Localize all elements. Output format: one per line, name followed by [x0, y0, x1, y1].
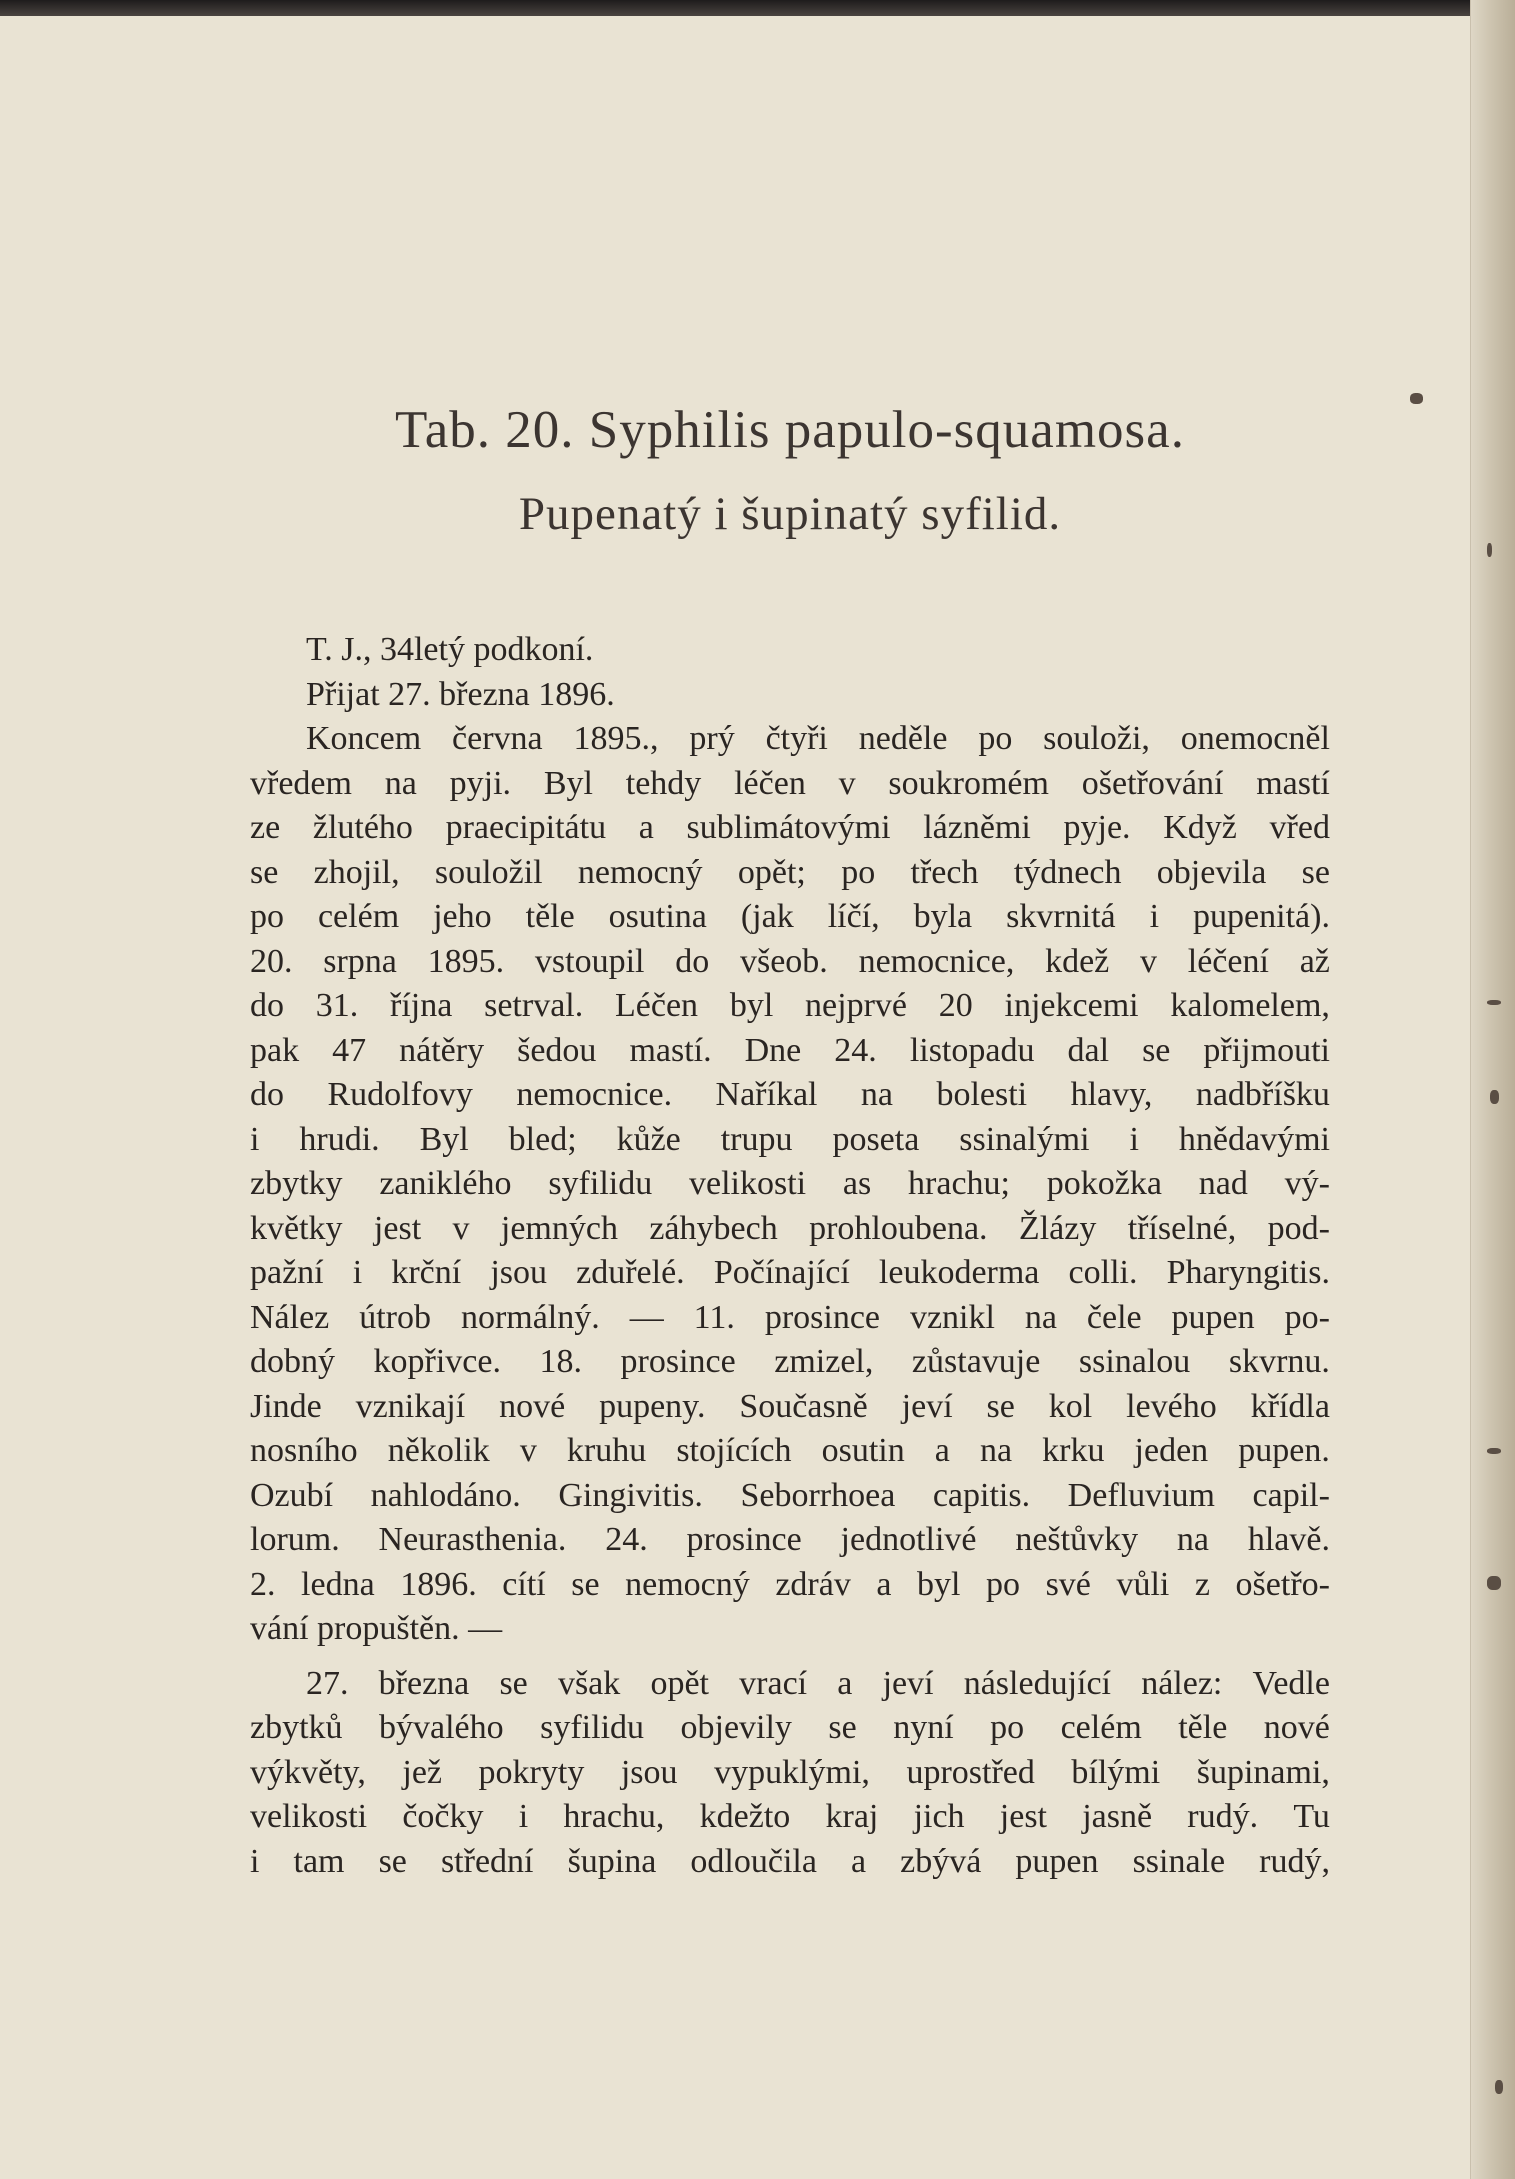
word: velikosti — [250, 1798, 368, 1835]
word: rudý, — [1259, 1842, 1330, 1880]
word: a — [851, 1842, 867, 1880]
word: Léčen — [615, 987, 699, 1024]
word: leukoderma — [878, 1254, 1040, 1291]
page-title: Tab. 20. Syphilis papulo-squamosa. — [395, 401, 1185, 459]
word: jest — [999, 1798, 1047, 1835]
text-line — [250, 1340, 1330, 1385]
word: těle — [1178, 1709, 1228, 1746]
word: souloži, — [1043, 720, 1150, 757]
text-line — [250, 1385, 1330, 1430]
word: jeho — [433, 898, 492, 935]
word: osutin — [821, 1432, 905, 1469]
word: 27. — [306, 1664, 349, 1702]
word: Žlázy — [1018, 1209, 1097, 1247]
word: pupen. — [1238, 1432, 1330, 1469]
word: a — [934, 1432, 950, 1469]
word: Byl — [543, 764, 593, 802]
word: následující — [963, 1664, 1112, 1702]
word: 47 — [332, 1031, 367, 1069]
word: v — [838, 764, 856, 802]
word: šupina — [567, 1842, 657, 1880]
word: vředem — [250, 764, 352, 802]
word: ošetřo- — [1235, 1565, 1330, 1603]
text-line — [250, 1207, 1330, 1252]
word: ssinalými — [959, 1120, 1090, 1158]
word: se — [499, 1664, 528, 1702]
word: rudý. — [1187, 1798, 1259, 1835]
word: bílými — [1071, 1753, 1161, 1791]
word: ošetřování — [1081, 764, 1224, 802]
word: křídla — [1250, 1387, 1330, 1425]
word: se — [571, 1565, 600, 1603]
word: v — [452, 1209, 470, 1247]
word: jednotlivé — [840, 1521, 977, 1558]
word: do — [250, 1076, 284, 1113]
word: ssinale — [1132, 1842, 1226, 1880]
word: jeví — [901, 1387, 953, 1425]
word: Koncem — [306, 720, 422, 757]
word: opět; — [737, 853, 806, 891]
word: syfilidu — [548, 1165, 653, 1202]
word: hrachu, — [563, 1798, 665, 1835]
word: a — [837, 1664, 853, 1702]
word: 20. — [250, 942, 293, 980]
text-line — [250, 1662, 1330, 1707]
word: na — [384, 764, 417, 802]
book-page — [250, 0, 1330, 2179]
word: (jak — [740, 898, 794, 935]
word: srpna — [323, 942, 397, 980]
edge-mark — [1487, 1448, 1501, 1454]
word: do — [250, 987, 284, 1024]
word: nejprvé — [805, 987, 907, 1024]
word: 11. — [693, 1298, 735, 1336]
word: objevily — [680, 1709, 792, 1746]
word: i — [250, 1120, 260, 1158]
word: nové — [499, 1387, 566, 1425]
text-line — [250, 1073, 1330, 1118]
word: pupenitá). — [1193, 898, 1330, 935]
word: injekcemi — [1004, 987, 1139, 1024]
word: velikosti — [689, 1165, 807, 1202]
word: pokryty — [478, 1753, 585, 1791]
word: čele — [1086, 1298, 1142, 1336]
word: několik — [387, 1432, 490, 1469]
word: 1895., — [573, 720, 659, 757]
text-line — [250, 1029, 1330, 1074]
word: nosního — [250, 1432, 358, 1469]
edge-mark — [1487, 1000, 1501, 1005]
word: kruhu — [566, 1432, 647, 1469]
word: šupinami, — [1196, 1753, 1330, 1791]
word: však — [557, 1664, 621, 1702]
word: vypuklými, — [714, 1753, 870, 1791]
word: zaniklého — [379, 1165, 512, 1202]
word: vý- — [1284, 1165, 1330, 1202]
text-line — [250, 1751, 1330, 1796]
word: pupen — [1171, 1298, 1255, 1336]
word: pokožka — [1046, 1165, 1162, 1202]
word: přijmouti — [1203, 1031, 1330, 1069]
word: osutina — [608, 898, 707, 935]
word: nadbříšku — [1195, 1076, 1330, 1113]
word: 20 — [938, 987, 973, 1024]
word: opět — [650, 1664, 709, 1702]
word: bled; — [508, 1120, 577, 1158]
word: zbývá — [900, 1842, 982, 1880]
word: květky — [250, 1209, 343, 1247]
word: setrval. — [484, 987, 584, 1024]
word: pod- — [1267, 1209, 1330, 1247]
page-subtitle: Pupenatý i šupinatý syfilid. — [518, 488, 1062, 540]
word: dobný — [250, 1343, 335, 1380]
word: po — [841, 853, 876, 891]
word: záhybech — [649, 1209, 778, 1247]
word: líčí, — [827, 898, 880, 935]
word: se — [1301, 853, 1330, 891]
word: Počínající — [713, 1254, 850, 1291]
word: a — [638, 809, 654, 846]
word: jest — [373, 1209, 422, 1247]
word: pyji. — [449, 764, 512, 802]
word: nemocnice. — [516, 1076, 673, 1113]
word: i — [518, 1798, 529, 1835]
word: 1896. — [400, 1565, 477, 1603]
word: colli. — [1068, 1254, 1138, 1291]
word: byl — [729, 987, 774, 1024]
word: z — [1194, 1565, 1210, 1603]
word: neštůvky — [1015, 1521, 1139, 1558]
word: čtyři — [765, 720, 828, 757]
word: i — [1149, 898, 1160, 935]
word: kraj — [825, 1798, 879, 1835]
word: hnědavými — [1178, 1120, 1330, 1158]
word: vznikl — [909, 1298, 995, 1336]
text-line — [250, 1251, 1330, 1296]
text-line — [250, 940, 1330, 985]
word: ze — [250, 809, 281, 846]
word: zbytků — [250, 1709, 343, 1746]
word: v — [519, 1432, 537, 1469]
word: jež — [402, 1753, 443, 1791]
word: as — [842, 1165, 872, 1202]
word: nemocný — [625, 1565, 750, 1603]
text-line — [250, 1706, 1330, 1751]
word: v — [1140, 942, 1158, 980]
word: do — [675, 942, 710, 980]
text-line — [250, 1840, 1330, 1885]
word: Pharyngitis. — [1166, 1254, 1330, 1291]
word: listopadu — [909, 1031, 1035, 1069]
word: hrudi. — [299, 1120, 380, 1158]
word: 18. — [539, 1343, 583, 1380]
paragraph-gap — [250, 1652, 1330, 1662]
word: cítí — [502, 1565, 546, 1603]
word: prohloubena. — [809, 1209, 988, 1247]
word: Defluvium — [1067, 1476, 1215, 1514]
word: Když — [1163, 809, 1237, 846]
text-line — [250, 895, 1330, 940]
word: Tu — [1293, 1798, 1330, 1835]
word: soukromém — [888, 764, 1049, 802]
word: Gingivitis. — [558, 1476, 703, 1514]
word: zmizel, — [774, 1343, 874, 1380]
word: Rudolfovy — [327, 1076, 473, 1113]
word: ssinalou — [1078, 1343, 1191, 1380]
word: vřed — [1269, 809, 1330, 846]
word: nové — [1263, 1709, 1330, 1746]
word: po — [990, 1709, 1025, 1746]
word: útrob — [359, 1298, 431, 1336]
word: a — [876, 1565, 892, 1603]
history-paragraph — [250, 717, 1330, 1652]
word: kdež — [1045, 942, 1110, 980]
word: 31. — [315, 987, 359, 1024]
word: Vedle — [1252, 1664, 1330, 1702]
word: týdnech — [1013, 853, 1122, 891]
word: vznikají — [355, 1387, 466, 1425]
word: vrací — [739, 1664, 808, 1702]
word: po — [978, 720, 1013, 757]
word: Seborrhoea — [740, 1476, 896, 1514]
word: prosince — [764, 1298, 880, 1336]
word: března — [378, 1664, 470, 1702]
word: léčen — [734, 764, 806, 802]
word: mastí — [1256, 764, 1330, 802]
word: stojících — [676, 1432, 792, 1469]
word: střední — [440, 1842, 534, 1880]
word: vůli — [1116, 1565, 1170, 1603]
word: své — [1045, 1565, 1091, 1603]
word: 24. — [605, 1521, 648, 1558]
word: skvrnu. — [1228, 1343, 1330, 1380]
word: capil- — [1252, 1476, 1330, 1514]
word: prý — [689, 720, 735, 757]
word: odloučila — [690, 1842, 817, 1880]
word: Ozubí — [250, 1476, 334, 1514]
word: na — [979, 1432, 1013, 1469]
word: Současně — [739, 1387, 868, 1425]
edge-mark — [1487, 543, 1492, 557]
case-report — [250, 628, 1330, 1884]
word: až — [1299, 942, 1330, 980]
text-line — [250, 1474, 1330, 1519]
word: na — [1176, 1521, 1209, 1558]
text-line — [250, 1429, 1330, 1474]
word: — — [629, 1298, 664, 1336]
text-line — [250, 1162, 1330, 1207]
word: objevila — [1156, 853, 1267, 891]
word: Jinde — [250, 1387, 322, 1425]
word: kdežto — [699, 1798, 791, 1835]
word: jsou — [620, 1753, 678, 1791]
word: krku — [1042, 1432, 1105, 1469]
word: syfilidu — [540, 1709, 645, 1746]
word: po- — [1284, 1298, 1330, 1336]
word: pažní — [250, 1254, 324, 1291]
edge-mark — [1487, 1576, 1501, 1590]
word: 24. — [834, 1031, 877, 1069]
word: třech — [910, 853, 979, 891]
word: 2. — [250, 1565, 276, 1603]
word: trupu — [720, 1120, 793, 1158]
word: hlavy, — [1070, 1076, 1153, 1113]
word: tam — [293, 1842, 345, 1880]
word: bývalého — [379, 1709, 504, 1746]
word: nátěry — [399, 1031, 485, 1069]
word: se — [250, 853, 279, 891]
word: zbytky — [250, 1165, 343, 1202]
word: i — [1129, 1120, 1139, 1158]
word: října — [390, 987, 453, 1024]
word: tehdy — [625, 764, 702, 802]
word: kalomelem, — [1170, 987, 1330, 1024]
word: jasně — [1082, 1798, 1153, 1835]
word: jeví — [882, 1664, 934, 1702]
word: nahlodáno. — [370, 1476, 521, 1514]
word: se — [378, 1842, 407, 1880]
word: lorum. — [250, 1521, 340, 1558]
word: kůže — [616, 1120, 681, 1158]
word: zůstavuje — [911, 1343, 1041, 1380]
word: června — [452, 720, 543, 757]
word: bolesti — [936, 1076, 1028, 1113]
word: 1895. — [427, 942, 505, 980]
word: ledna — [301, 1565, 375, 1603]
word: byl — [917, 1565, 961, 1603]
word: praecipitátu — [445, 809, 607, 846]
text-line — [250, 717, 1330, 762]
text-line — [250, 1296, 1330, 1341]
word: hlavě. — [1247, 1521, 1330, 1558]
word: souložil — [434, 853, 543, 891]
word: zdráv — [775, 1565, 851, 1603]
text-line — [250, 851, 1330, 896]
word: jsou — [490, 1254, 548, 1291]
word: šedou — [517, 1031, 597, 1069]
word: jeden — [1134, 1432, 1209, 1469]
edge-mark — [1490, 1090, 1499, 1104]
word: léčení — [1187, 942, 1269, 980]
word: sublimátovými — [686, 809, 891, 846]
word: výkvěty, — [250, 1753, 366, 1791]
word: jemných — [500, 1209, 618, 1247]
word: Dne — [744, 1031, 802, 1069]
word: normálný. — [460, 1298, 600, 1336]
word: nemocnice, — [858, 942, 1015, 980]
word: celém — [1060, 1709, 1142, 1746]
text-line — [250, 806, 1330, 851]
word: krční — [391, 1254, 462, 1291]
word: Naříkal — [715, 1076, 818, 1113]
word: těle — [525, 898, 575, 935]
word: Nález — [250, 1298, 330, 1336]
admission-line: Přijat 27. března 1896. — [306, 675, 615, 713]
word: čočky — [402, 1798, 484, 1835]
word: na — [860, 1076, 894, 1113]
word: Neurasthenia. — [378, 1521, 567, 1558]
word: pyje. — [1063, 809, 1131, 846]
word: po — [250, 898, 284, 935]
text-line — [250, 1795, 1330, 1840]
patient-line: T. J., 34letý podkoní. — [306, 631, 594, 668]
word: byla — [913, 898, 973, 935]
word: skvrnitá — [1006, 898, 1116, 935]
word: po — [986, 1565, 1021, 1603]
word: Byl — [419, 1120, 469, 1158]
edge-mark — [1495, 2080, 1503, 2094]
word: nález: — [1141, 1664, 1223, 1702]
text-line — [250, 1118, 1330, 1163]
text-line — [250, 1563, 1330, 1608]
word: mastí. — [629, 1031, 712, 1069]
readmission-paragraph — [250, 1662, 1330, 1885]
text-line: vání propuštěn. — — [250, 1610, 503, 1647]
word: zduřelé. — [576, 1254, 685, 1291]
word: tříselné, — [1127, 1209, 1237, 1247]
text-line — [250, 762, 1330, 807]
word: pak — [250, 1031, 300, 1069]
word: levého — [1126, 1387, 1217, 1425]
word: nemocný — [577, 853, 703, 891]
word: i — [352, 1254, 363, 1291]
word: celém — [317, 898, 400, 935]
word: i — [250, 1842, 260, 1880]
word: kopřivce. — [373, 1343, 501, 1380]
word: pupen — [1015, 1842, 1099, 1880]
word: žlutého — [312, 809, 413, 846]
word: prosince — [620, 1343, 736, 1380]
word: uprostřed — [906, 1753, 1035, 1791]
word: jich — [913, 1798, 965, 1835]
word: dal — [1067, 1031, 1110, 1069]
word: se — [1142, 1031, 1171, 1069]
edge-mark — [1410, 393, 1423, 404]
word: na — [1024, 1298, 1057, 1336]
word: se — [828, 1709, 857, 1746]
word: pupeny. — [599, 1387, 706, 1425]
word: prosince — [686, 1521, 802, 1558]
word: všeob. — [739, 942, 828, 980]
word: zhojil, — [313, 853, 400, 891]
word: kol — [1048, 1387, 1093, 1425]
word: nyní — [893, 1709, 954, 1746]
word: onemocněl — [1180, 720, 1330, 757]
text-line — [250, 1518, 1330, 1563]
word: nad — [1198, 1165, 1248, 1202]
word: neděle — [858, 720, 948, 757]
word: se — [986, 1387, 1015, 1425]
word: hrachu; — [908, 1165, 1010, 1202]
word: poseta — [832, 1120, 920, 1158]
word: lázněmi — [923, 809, 1031, 846]
word: capitis. — [932, 1476, 1031, 1514]
word: vstoupil — [534, 942, 645, 980]
text-line — [250, 984, 1330, 1029]
